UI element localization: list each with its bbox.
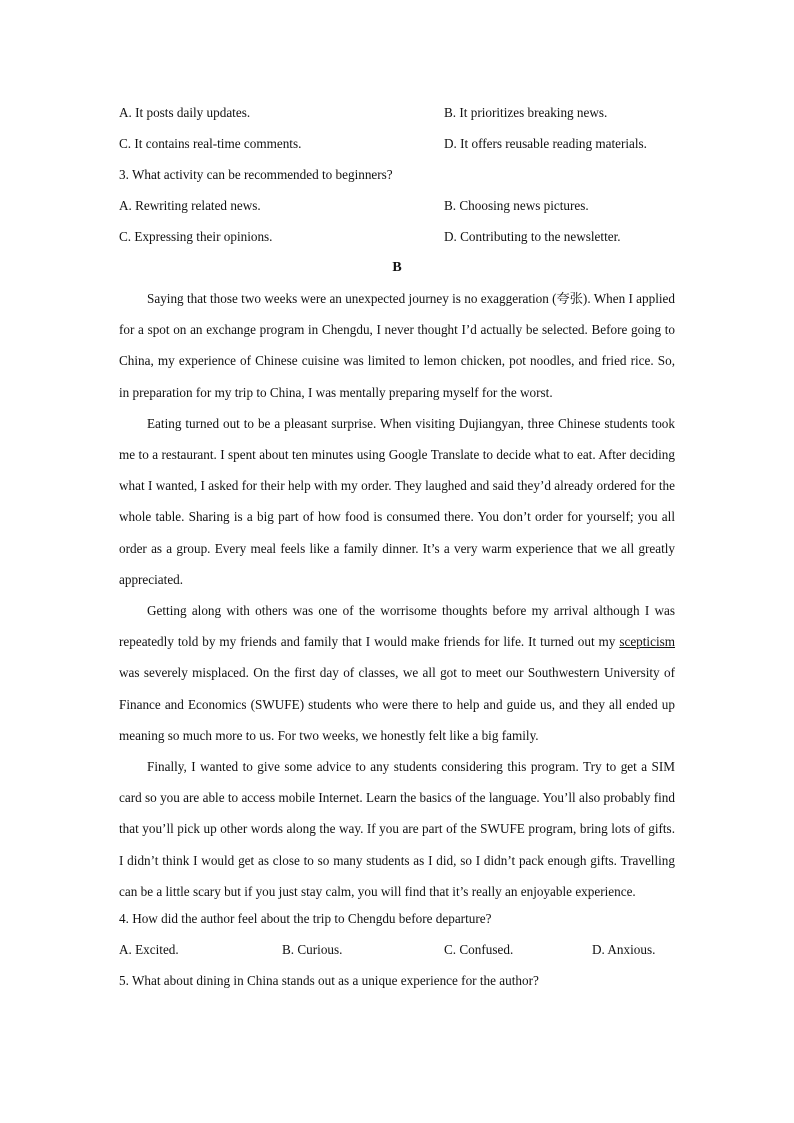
question-5-stem: 5. What about dining in China stands out as a unique experience for the author? [119, 973, 539, 989]
option-c: C. It contains real-time comments. [119, 136, 302, 151]
paragraph-3-text-end: was severely misplaced. On the first day of classes, we all got to meet our Southwestern University of Finance and Economics (SWUFE) students who were there to help and guide us, and they all ended up meaning so much more to us. For two weeks, we honestly felt like a big family. [119, 665, 675, 743]
question-3-options-row-2 [119, 225, 675, 256]
option-d: D. It offers reusable reading materials. [444, 136, 647, 151]
passage-paragraph-2: Eating turned out to be a pleasant surprise. When visiting Dujiangyan, three Chinese students took me to a restaurant. I spent about ten minutes using Google Translate to decide what to eat. After deciding what I wanted, I asked for their help with my order. They laughed and said they’d already ordered for the whole table. Sharing is a big part of how food is consumed there. You don’t order for yourself; you all order as a group. Every meal feels like a family dinner. It’s a very warm experience that we all greatly appreciated. [119, 415, 675, 587]
underlined-word-scepticism: scepticism [619, 634, 675, 650]
exam-page [119, 101, 675, 1000]
passage-paragraph-1: Saying that those two weeks were an unexpected journey is no exaggeration (夸张). When I applied for a spot on an exchange program in Chengdu, I never thought I’d actually be selected. Before going to China, my experience of Chinese cuisine was limited to lemon chicken, pot noodles, and fried rice. So, in preparation for my trip to China, I was mentally preparing myself for the worst. [119, 291, 675, 400]
question-4-options [119, 938, 675, 969]
option-a: A. It posts daily updates. [119, 105, 251, 120]
reading-passage-b [119, 283, 675, 907]
passage-paragraph-4: Finally, I wanted to give some advice to any students considering this program. Try to get a SIM card so you are able to access mobile Internet. Learn the basics of the language. You’ll also probably find that you’ll pick up other words along the way. If you are part of the SWUFE program, bring lots of gifts. I didn’t think I would get as close to so many students as I did, so I didn’t pack enough gifts. Travelling can be a little scary but if you just stay calm, you will find that it’s really an enjoyable experience. [119, 759, 675, 899]
question-3-stem: 3. What activity can be recommended to beginners? [119, 167, 393, 182]
paragraph-3-text-start: Getting along with others was one of the worrisome thoughts before my arrival although I was repeatedly told by my friends and family that I would make friends for life. It turned out my [119, 603, 675, 650]
section-b-title: B [392, 260, 402, 275]
option-b: B. It prioritizes breaking news. [444, 105, 608, 120]
question-2-options-row-2 [119, 132, 675, 163]
option-a: A. Excited. [119, 942, 179, 958]
option-a: A. Rewriting related news. [119, 198, 261, 213]
option-c: C. Confused. [444, 942, 514, 958]
option-d: D. Anxious. [592, 942, 656, 958]
passage-paragraph-3 [119, 595, 675, 751]
option-b: B. Curious. [282, 942, 343, 958]
question-3-options-row-1 [119, 194, 675, 225]
option-d: D. Contributing to the newsletter. [444, 229, 621, 244]
option-b: B. Choosing news pictures. [444, 198, 589, 213]
question-2-options-row-1 [119, 101, 675, 132]
option-c: C. Expressing their opinions. [119, 229, 273, 244]
question-4-stem: 4. How did the author feel about the trip to Chengdu before departure? [119, 911, 492, 927]
